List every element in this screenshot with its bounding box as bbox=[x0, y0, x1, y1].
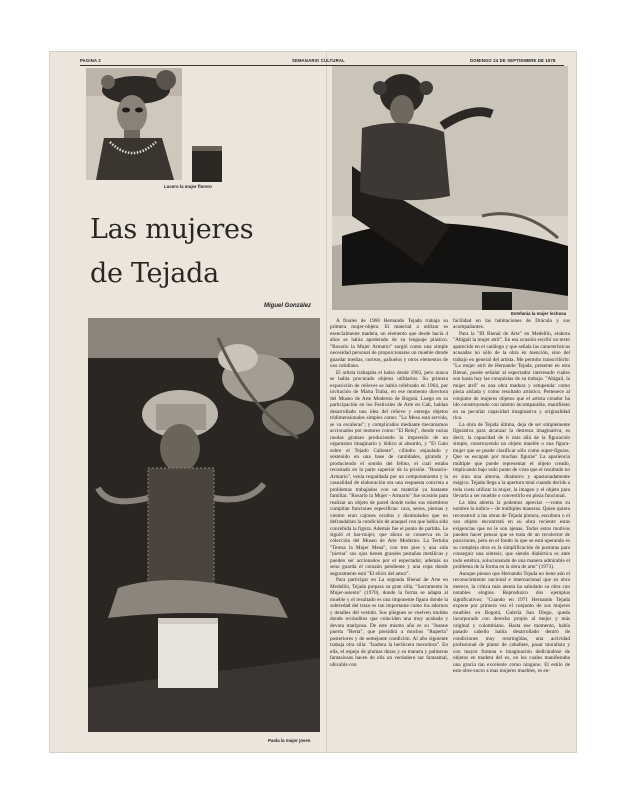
col2-paragraph: Para la "III Bienal de Arte" en Medellín, elabora "Abigail la mujer atril". En esa ocasión escribí un texto aparecido en el catálogo y que señala las características acusadas no sólo de la obra en mención, sino del trabajo en general del artista. Me permito transcribirlo: "La mujer atril de Hernando Tejada, presente en esta Bienal, puede señalar al espectador interesado cuáles son hasta hoy las conquistas de su trabajo. "Abigail, la mujer atril" es una obra madura y estupenda: como pieza aislada y como resultado artístico. Pertenece al conjunto de mujeres objetos que el artista creador ha ido construyendo con talento incomparable, manifiesto en su peculiar capacidad imaginativa y originalidad rica. bbox=[453, 330, 570, 422]
article-column-1 bbox=[330, 318, 448, 742]
headline-line-2: de Tejada bbox=[90, 258, 219, 289]
col1-paragraph: A finales de 1968 Hernando Tejada trabaja su primera mujer-objeto. El material a utilizar es esencialmente madera, un elemento que desde hacía 4 años se había apoderado de su lenguaje plástico. "Rosario la Mujer Armario" surgió como una simple necesidad personal de proporcionarse un mueble donde guardar medias, correas, pañuelos y otros elementos de uso cotidiano. bbox=[330, 318, 448, 370]
photo-estefania-lechosa bbox=[332, 66, 568, 310]
article-column-2 bbox=[453, 318, 570, 742]
photo-small-square bbox=[192, 146, 222, 182]
page-number: PAGINA 2 bbox=[80, 58, 101, 63]
col2-paragraph: facilidad en las habitaciones de Drácula y sus acompañantes. bbox=[453, 318, 570, 331]
issue-date: DOMINGO 24 DE SEPTIEMBRE DE 1978 bbox=[470, 58, 556, 63]
photo-paola-joven bbox=[88, 318, 320, 732]
col2-paragraph: La obra de Tejada última, deja de ser simplemente figurativa para alcanzar la destreza imaginativa, es decir, la capacidad de ir más allá de la figuración simple, construyendo un objeto mueble o una figura-mujer que se puede clasificar sólo como super-figuras. Que se escapan por muchas figuras" La apariencia múltiple que puede representar el objeto creado, implicando bajo todo punto de vista que el resultado no es sino una alterna, dinámico y apasionadamente mágico. Tejada llega a la apertura total cuando decide a toda costa utilizar la mujer, la imagen y el objeto para llevarla a ser mueble o convertirlo en pieza funcional. bbox=[453, 421, 570, 500]
col1-paragraph: El artista trabajaba el balso desde 1963, pero nunca se había procurado objetos utilitarios. Su primera exposición de relieves se había celebrado en 1964, por invitación de Marta Traba, en ese momento directora del Museo de Arte Moderno de Bogotá. Luego en su participación en los Festivales de Arte en Cali, habían desarrollado una idea del relieve y entrega objetos tridimensionales simples como: "La Mesa está servida, se va escaleras"; y complicados mediante mecanismos accionados por motores como: "El Reloj", donde varias ruedas giraban produciendo la impresión de un organismo imaginario y lúdico al absurdo, y "El Gato sobre el Tejado Caliente", cilindro enjaulado y sostenido en una base de cantidades, girando y produciendo el sonido del felino, el cual estaba recostado en la parte superior de la prisión. "Rosario-Armario", venía respaldada por un compotamiento y la casualidad de elaboración era una respuesta concreta a problemas trabajados con un material ya bastante familiar. "Rosario la Mujer - Armario" fue ocasión para realizar un objeto de pared donde todos sus miembros cumplían funciones específicas: cara, senos, piernas y vientre eran cajones ocultos y disimulados que no defraudaban la condición de anaquel con que había sido concebida la figura. Además fue el punto de partida. Le siguió el bar-mujer, que ahora se conserva en la colección del Museo de Arte Moderno. La Tertulia "Teresa la Mujer Mesa", con tres pies y una sola "pierna" sus ojos tienen grandes pestañas metálicas y pueden ser accionados por el espectador, además su seno guarda el corazón pendiente y una copa donde seguramente está "El elixir del amor". bbox=[330, 369, 448, 577]
col2-paragraph: Aunque pienso que Hernando Tejada no tiene aún el reconocimiento nacional e internacional que su obra merece, la crítica más atenta ha saludado su obra con notables elogios. Reproduzco dos ejemplos significativos: "Cuando en 1971 Hernando Tejada expone por primera vez el conjunto de sus mujeres muebles en Bogotá, Galería San Diego, queda incorporado con derecho propio al mejor y más original y colombiano. Hasta ese momento, había pasado cabello había desarrollado dentro de condiciones muy restringidas, una actividad profesional de pintor de caballete, pasar muralista y con mayor fortuna e imaginación dedicándose de objetos en madera del ex, en los cuales manifestaba una gracia tan excelente como ninguno. El estilo de este obre-sucro a mas mujeres muebles, es en- bbox=[453, 570, 570, 675]
caption-paola: Paola la mujer joven bbox=[268, 738, 311, 743]
caption-estefania: Estefanía la mujer lechosa bbox=[511, 311, 567, 316]
col1-paragraph: Para participar en La segunda Bienal de Arte en Medellín, Tejada prepara su gran silla, "Sacramento la Mujer-asiento" (1970), donde la forma se adapta al mueble y el resultado es una imponente figura donde la sobriedad del trazo es tan importante como los adornos y detalles del vestido. Sus pliegues se vuelven moldes donde recónditos que coinciden una muy acabada y devota mariposa. De este mismo año es su "Jeanne puerta "Berta", que presidirá a muchos "Ruperta" posteriores y de semejante condición. Al año siguiente trabaja otra silla: "Isadora la hechicera mecedora". En ella, el espejo de plumas duras y su manera y palmeras fantasiosas hacen de ella un verdadero sur fantasmal, ubicable con bbox=[330, 577, 448, 668]
photo-lucero-florero bbox=[86, 68, 182, 180]
page-fold bbox=[326, 52, 327, 752]
byline-author: Miguel González bbox=[264, 303, 312, 309]
section-name: SEMANARIO CULTURAL bbox=[292, 58, 345, 63]
caption-lucero: Lucero la mujer florero bbox=[164, 184, 212, 189]
headline-line-1: Las mujeres bbox=[90, 214, 254, 245]
col2-paragraph: La idea abierta la podemos apreciar —como su nombre lo indica— de múltiples maneras. Quien quiera reconstruir a las obras de Tejada pintura, escultura o el uso objeto encontrará en su obra reciente estas exigencias que no le son ajenas. Todos estos motivos pueden hacer pensar que se trata de un recolector de posiciones, pero en el fondo lo que se está operando es su compleja obra es la simplificación de posturas para conseguir una síntesis, que siendo dialéctica es ante todo estética, solucionando de una manera admirable el problema de la forma en la obra de arte" (1973). bbox=[453, 499, 570, 571]
